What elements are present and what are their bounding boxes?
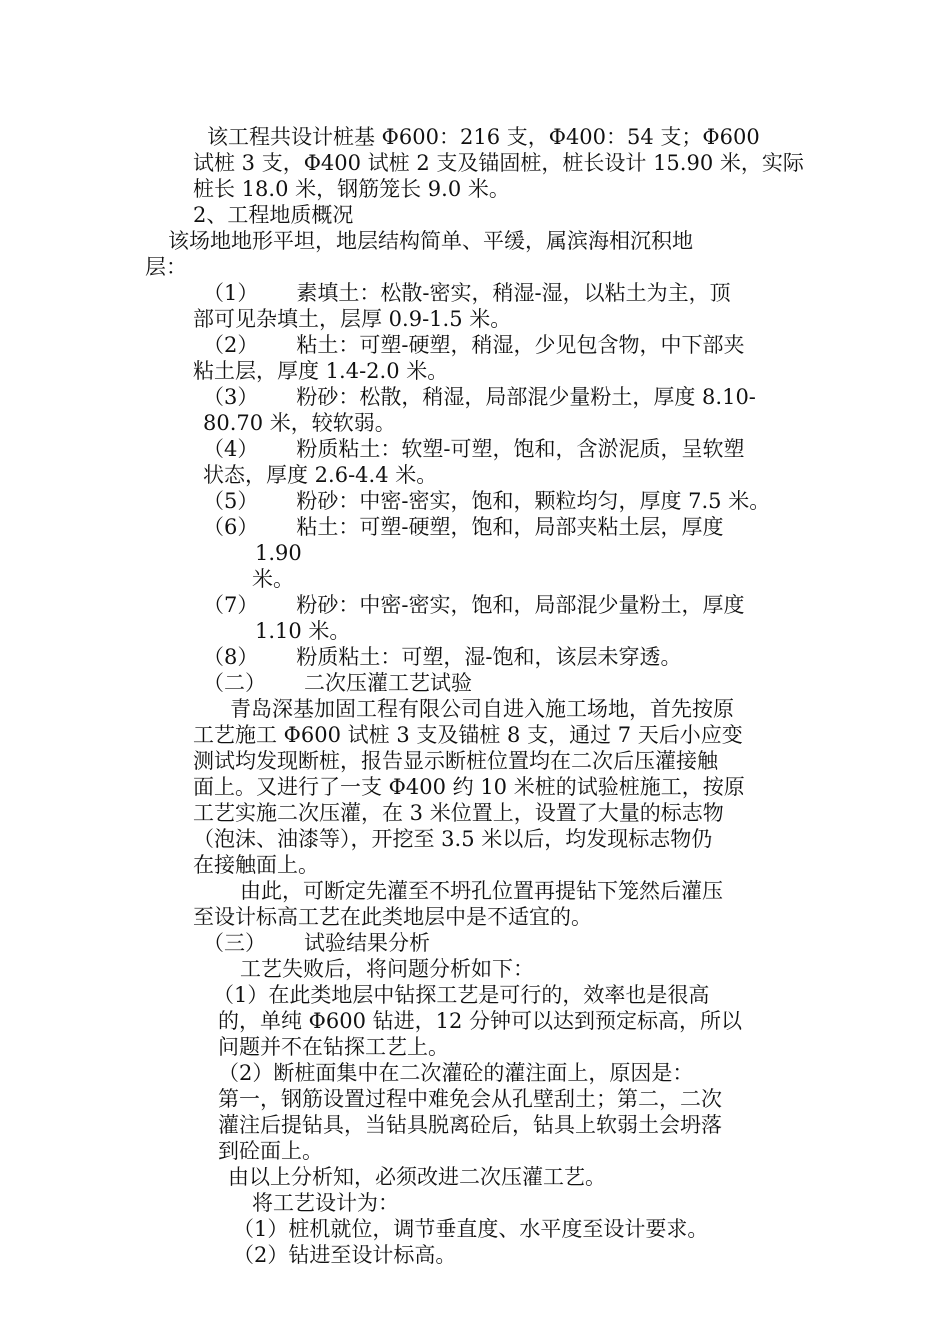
paragraph-line: （2）断桩面集中在二次灌砼的灌注面上，原因是： [218, 1061, 694, 1085]
paragraph-line: 灌注后提钻具，当钻具脱离砼后，钻具上软弱土会坍落 [218, 1113, 722, 1137]
list-text: 素填土：松散-密实，稍湿-湿，以粘土为主，顶 [296, 281, 731, 305]
paragraph-line: 1.10 米。 [255, 619, 351, 643]
paragraph-line: （泡沫、油漆等），开挖至 3.5 米以后，均发现标志物仍 [193, 827, 713, 851]
section-heading [203, 670, 472, 696]
section-heading: 2、工程地质概况 [193, 203, 354, 227]
paragraph-line: 由以上分析知，必须改进二次压灌工艺。 [228, 1165, 606, 1189]
list-item [203, 644, 681, 670]
paragraph-line: 至设计标高工艺在此类地层中是不适宜的。 [193, 905, 592, 929]
list-item [203, 332, 744, 358]
paragraph-line: （1）在此类地层中钻探工艺是可行的，效率也是很高 [213, 983, 710, 1007]
paragraph-line: 青岛深基加固工程有限公司自进入施工场地，首先按原 [230, 697, 734, 721]
paragraph-line: 工艺施工 Φ600 试桩 3 支及锚桩 8 支，通过 7 天后小应变 [193, 723, 743, 747]
paragraph-line: 桩长 18.0 米，钢筋笼长 9.0 米。 [193, 177, 510, 201]
section-marker: （三） [203, 931, 266, 955]
list-text: 粘土：可塑-硬塑，饱和，局部夹粘土层，厚度 [296, 515, 724, 539]
list-item [203, 384, 756, 410]
list-item [203, 280, 731, 306]
paragraph-line: 工艺实施二次压灌，在 3 米位置上，设置了大量的标志物 [193, 801, 724, 825]
paragraph-line: 第一，钢筋设置过程中难免会从孔壁刮土；第二，二次 [218, 1087, 722, 1111]
paragraph-line: 该工程共设计桩基 Φ600：216 支，Φ400：54 支；Φ600 [207, 125, 760, 149]
paragraph-line: 米。 [252, 567, 294, 591]
list-marker: （8） [203, 645, 259, 669]
list-text: 粉砂：中密-密实，饱和，局部混少量粉土，厚度 [296, 593, 745, 617]
list-text: 粉砂：中密-密实，饱和，颗粒均匀，厚度 7.5 米。 [296, 489, 771, 513]
list-text: 粉砂：松散，稍湿，局部混少量粉土，厚度 8.10- [296, 385, 756, 409]
paragraph-line: 在接触面上。 [193, 853, 319, 877]
list-marker: （4） [203, 437, 259, 461]
list-item [203, 488, 770, 514]
paragraph-line: 层： [145, 255, 187, 279]
section-title: 二次压灌工艺试验 [304, 671, 472, 695]
paragraph-line: 问题并不在钻探工艺上。 [218, 1035, 449, 1059]
list-item [203, 592, 744, 618]
paragraph-line: 测试均发现断桩，报告显示断桩位置均在二次后压灌接触 [193, 749, 718, 773]
list-marker: （7） [203, 593, 259, 617]
paragraph-line: 状态，厚度 2.6-4.4 米。 [203, 463, 438, 487]
list-marker: （2） [203, 333, 259, 357]
list-marker: （1） [203, 281, 259, 305]
paragraph-line: （1）桩机就位，调节垂直度、水平度至设计要求。 [233, 1217, 709, 1241]
section-marker: （二） [203, 671, 266, 695]
paragraph-line: 80.70 米，较软弱。 [203, 411, 396, 435]
paragraph-line: 面上。又进行了一支 Φ400 约 10 米桩的试验桩施工，按原 [193, 775, 745, 799]
paragraph-line: 的，单纯 Φ600 钻进，12 分钟可以达到预定标高，所以 [218, 1009, 743, 1033]
paragraph-line: 由此，可断定先灌至不坍孔位置再提钻下笼然后灌压 [240, 879, 723, 903]
paragraph-line: 试桩 3 支，Φ400 试桩 2 支及锚固桩，桩长设计 15.90 米，实际 [193, 151, 804, 175]
paragraph-line: 部可见杂填土，层厚 0.9-1.5 米。 [193, 307, 512, 331]
paragraph-line: 工艺失败后，将问题分析如下： [240, 957, 534, 981]
list-item [203, 436, 744, 462]
list-text: 粉质粘土：可塑，湿-饱和，该层未穿透。 [296, 645, 682, 669]
paragraph-line: 该场地地形平坦，地层结构简单、平缓，属滨海相沉积地 [168, 229, 693, 253]
list-text: 粘土：可塑-硬塑，稍湿，少见包含物，中下部夹 [296, 333, 745, 357]
paragraph-line: 将工艺设计为： [252, 1191, 399, 1215]
list-item [203, 514, 723, 540]
paragraph-line: 到砼面上。 [218, 1139, 323, 1163]
list-text: 粉质粘土：软塑-可塑，饱和，含淤泥质，呈软塑 [296, 437, 745, 461]
paragraph-line: 粘土层，厚度 1.4-2.0 米。 [193, 359, 449, 383]
section-heading [203, 930, 430, 956]
list-marker: （6） [203, 515, 259, 539]
list-marker: （5） [203, 489, 259, 513]
paragraph-line: 1.90 [255, 541, 302, 565]
section-title: 试验结果分析 [304, 931, 430, 955]
paragraph-line: （2）钻进至设计标高。 [233, 1243, 457, 1267]
list-marker: （3） [203, 385, 259, 409]
